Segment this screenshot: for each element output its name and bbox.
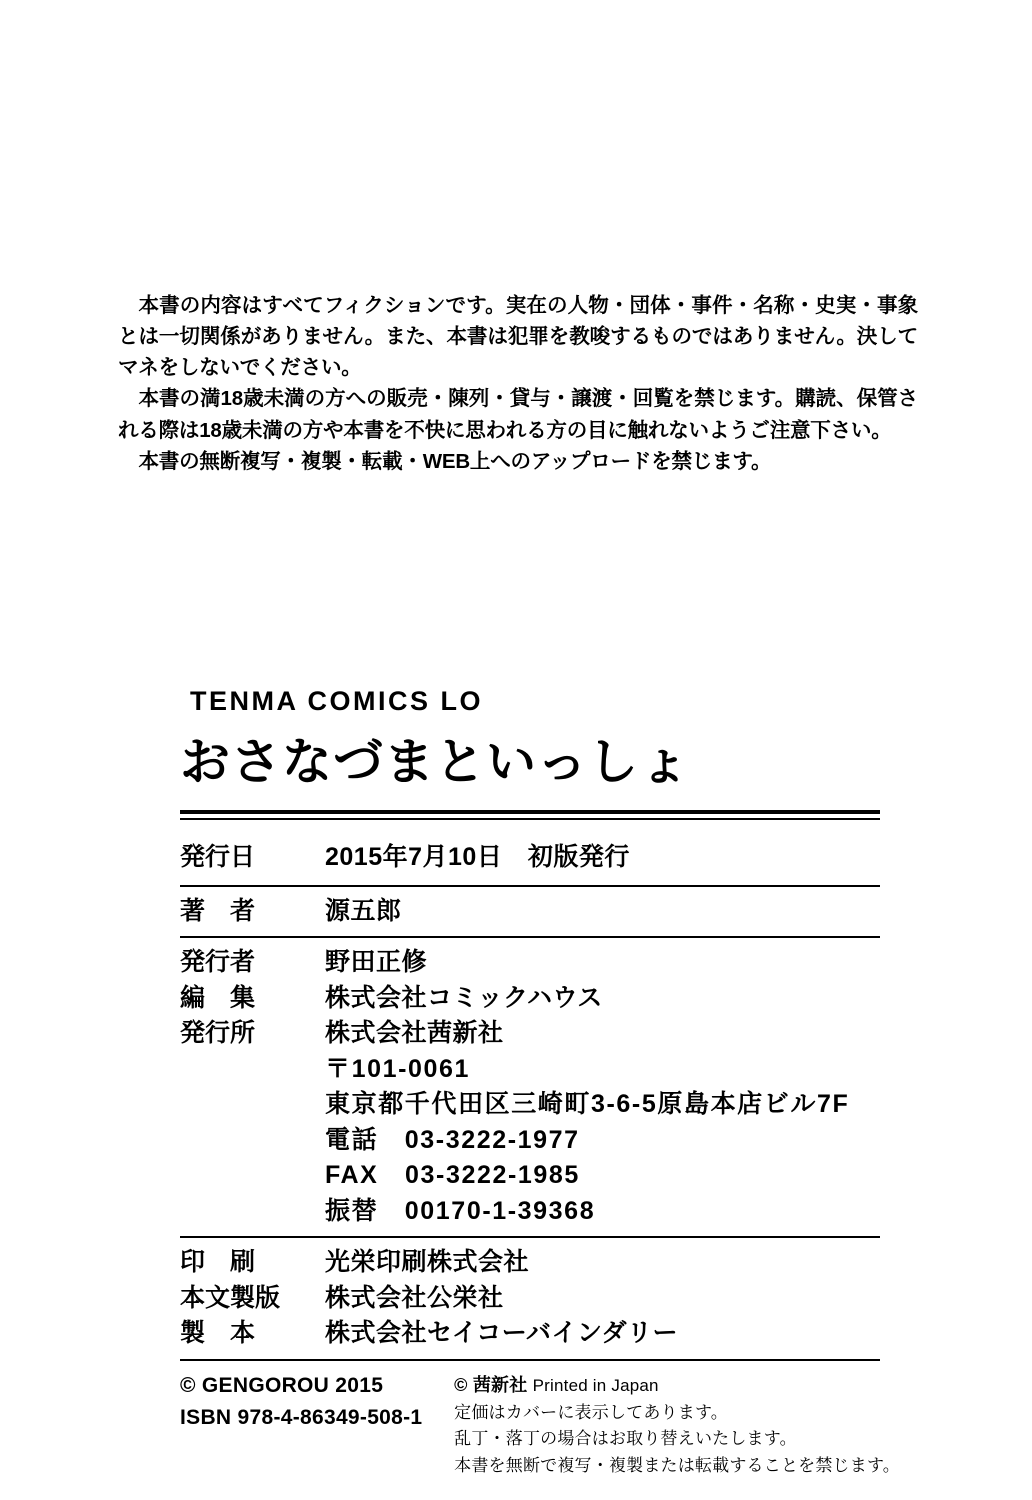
row-value: 株式会社公栄社 xyxy=(325,1283,504,1312)
table-row xyxy=(180,1194,880,1230)
row-label: 本文製版 xyxy=(180,1283,281,1312)
table-row xyxy=(180,981,880,1017)
row-label: 製 本 xyxy=(180,1319,256,1347)
table-row xyxy=(180,1158,880,1194)
row-value: 株式会社セイコーバインダリー xyxy=(325,1319,679,1347)
disclaimer-paragraph-2: 本書の満18歳未満の方への販売・陳列・貸与・譲渡・回覧を禁じます。購読、保管される際は18歳未満の方や本書を不快に思われる方の目に触れないようご注意下さい。 xyxy=(118,387,918,442)
table-row xyxy=(180,1016,880,1052)
table-row xyxy=(180,840,880,876)
divider xyxy=(180,1236,880,1238)
row-value: 株式会社コミックハウス xyxy=(325,983,603,1012)
footer-note-2: 乱丁・落丁の場合はお取り替えいたします。 xyxy=(454,1429,797,1449)
divider xyxy=(180,936,880,938)
row-value: 〒101-0061 xyxy=(325,1054,471,1083)
table-row xyxy=(180,1123,880,1159)
divider xyxy=(180,885,880,887)
table-row xyxy=(180,1087,880,1123)
row-label: 印 刷 xyxy=(180,1248,256,1276)
row-label: 編 集 xyxy=(180,983,256,1012)
row-label: 著 者 xyxy=(180,896,256,925)
footer-note-3: 本書を無断で複写・複製または転載することを禁じます。 xyxy=(454,1455,900,1475)
footer-note-1: 定価はカバーに表示してあります。 xyxy=(454,1402,728,1422)
footer-left xyxy=(180,1370,422,1479)
copyright-line: © GENGOROU 2015 xyxy=(180,1374,384,1397)
disclaimer-paragraph-3: 本書の無断複写・複製・転載・WEB上へのアップロードを禁じます。 xyxy=(138,449,772,473)
colophon-rows xyxy=(180,840,880,1368)
row-label: 発行日 xyxy=(180,843,256,871)
row-value: 光栄印刷株式会社 xyxy=(325,1248,530,1276)
imprint-label: TENMA COMICS LO xyxy=(190,686,483,716)
row-value: 東京都千代田区三崎町3-6-5原島本店ビル7F xyxy=(325,1090,850,1118)
divider-top-thick xyxy=(180,810,880,820)
row-value: 電話 03-3222-1977 xyxy=(325,1125,580,1154)
table-row xyxy=(180,1052,880,1088)
table-row xyxy=(180,1316,880,1352)
row-value: 野田正修 xyxy=(325,948,428,976)
table-row xyxy=(180,894,880,930)
row-value: 株式会社茜新社 xyxy=(325,1019,504,1047)
table-row xyxy=(180,945,880,981)
footer-right xyxy=(454,1370,900,1479)
row-value: FAX 03-3222-1985 xyxy=(325,1161,580,1189)
row-label: 発行者 xyxy=(180,948,256,976)
table-row xyxy=(180,1281,880,1317)
row-label: 発行所 xyxy=(180,1019,256,1047)
publisher-copyright-line xyxy=(454,1372,900,1400)
disclaimer-paragraph-1: 本書の内容はすべてフィクションです。実在の人物・団体・事件・名称・史実・事象とは一切関係がありません。また、本書は犯罪を教唆するものではありません。決してマネをしないでください。 xyxy=(118,294,918,380)
publisher-copyright: © 茜新社 xyxy=(454,1375,528,1395)
divider xyxy=(180,1359,880,1361)
row-value: 源五郎 xyxy=(325,896,402,925)
disclaimer-block xyxy=(118,290,918,477)
row-value: 2015年7月10日 初版発行 xyxy=(325,843,630,871)
book-title: おさなづまといっしょ xyxy=(180,734,690,790)
isbn-line: ISBN 978-4-86349-508-1 xyxy=(180,1405,423,1429)
row-value: 振替 00170-1-39368 xyxy=(325,1196,596,1225)
table-row xyxy=(180,1245,880,1281)
colophon-footer xyxy=(180,1370,900,1479)
printed-in-japan: Printed in Japan xyxy=(532,1376,659,1395)
